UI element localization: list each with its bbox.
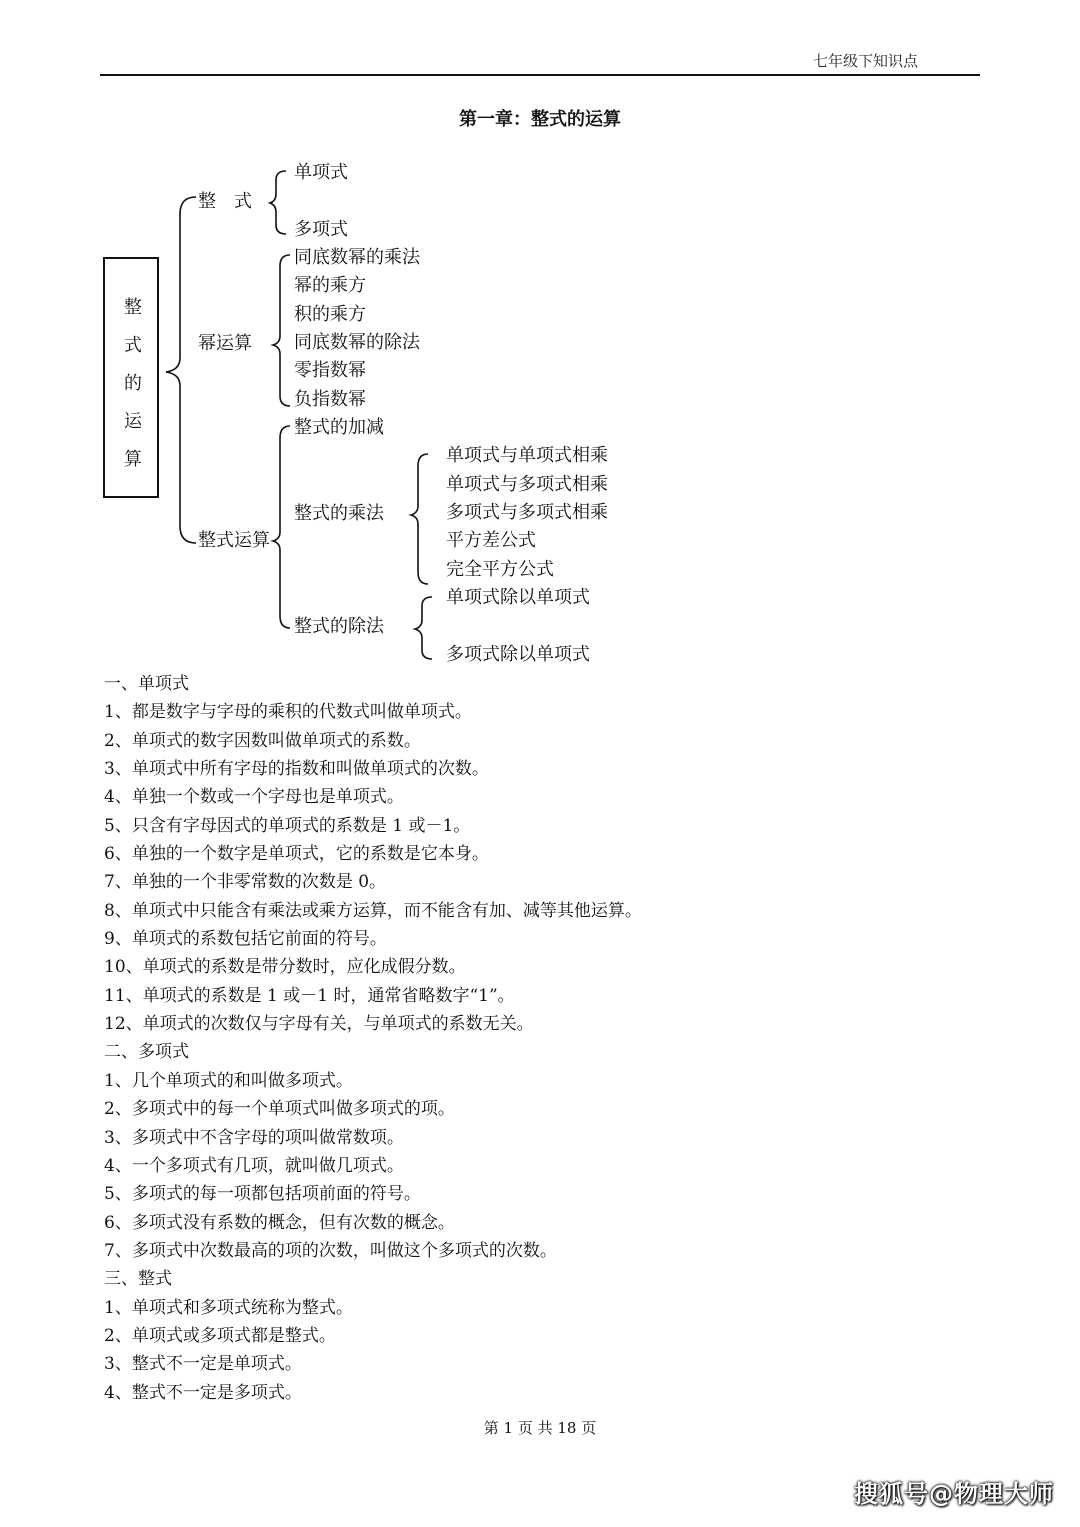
- diagram-item: 同底数幂的乘法: [294, 247, 420, 268]
- list-item: 8、单项式中只能含有乘法或乘方运算，而不能含有加、减等其他运算。: [104, 900, 642, 921]
- header-title: 七年级下知识点: [812, 52, 918, 70]
- knowledge-list: [104, 670, 1004, 1407]
- root-char: 式: [124, 335, 142, 356]
- list-item: 10、单项式的系数是带分数时，应化成假分数。: [104, 957, 466, 978]
- root-box: [103, 257, 159, 498]
- diagram-item: 积的乘方: [294, 304, 366, 325]
- concept-diagram: [0, 0, 1080, 680]
- chufa-label: 整式的除法: [294, 616, 384, 637]
- list-item: 3、多项式中不含字母的项叫做常数项。: [104, 1127, 404, 1148]
- diagram-item: 单项式与多项式相乘: [446, 474, 608, 495]
- list-item: 4、一个多项式有几项，就叫做几项式。: [104, 1155, 404, 1176]
- diagram-item: 单项式除以单项式: [446, 587, 590, 608]
- list-item: 4、单独一个数或一个字母也是单项式。: [104, 787, 404, 808]
- root-char: 运: [124, 411, 142, 432]
- list-item: 6、多项式没有系数的概念，但有次数的概念。: [104, 1212, 455, 1233]
- branch-yunsuan-label: 整式运算: [198, 530, 270, 551]
- diagram-item: 多项式: [294, 219, 348, 240]
- diagram-item: 多项式除以单项式: [446, 644, 590, 665]
- section-heading: 三、整式: [104, 1269, 172, 1290]
- list-item: 1、都是数字与字母的乘积的代数式叫做单项式。: [104, 702, 472, 723]
- list-item: 12、单项式的次数仅与字母有关，与单项式的系数无关。: [104, 1014, 534, 1035]
- diagram-item: 幂的乘方: [294, 275, 366, 296]
- diagram-item: 整式的加减: [294, 417, 384, 438]
- list-item: 1、几个单项式的和叫做多项式。: [104, 1070, 353, 1091]
- diagram-item: 单项式: [294, 162, 348, 183]
- list-item: 7、单独的一个非零常数的次数是 0。: [104, 872, 387, 893]
- page-number: 第 1 页 共 18 页: [483, 1419, 597, 1437]
- diagram-item: 单项式与单项式相乘: [446, 445, 608, 466]
- list-item: 7、多项式中次数最高的项的次数，叫做这个多项式的次数。: [104, 1240, 557, 1261]
- diagram-item: 零指数幂: [294, 360, 366, 381]
- list-item: 3、单项式中所有字母的指数和叫做单项式的次数。: [104, 759, 489, 780]
- chengfa-brace: [411, 454, 428, 584]
- diagram-item: 平方差公式: [446, 530, 536, 551]
- diagram-item: 负指数幂: [294, 389, 366, 410]
- zhengshi-brace: [270, 171, 286, 234]
- diagram-item: 完全平方公式: [446, 559, 554, 580]
- diagram-item: 同底数幂的除法: [294, 332, 420, 353]
- chengfa-label: 整式的乘法: [294, 503, 384, 524]
- list-item: 2、多项式中的每一个单项式叫做多项式的项。: [104, 1099, 455, 1120]
- root-brace: [166, 197, 196, 543]
- list-item: 6、单独的一个数字是单项式，它的系数是它本身。: [104, 844, 489, 865]
- branch-zhengshi-label: 整 式: [198, 191, 252, 212]
- chufa-brace: [415, 597, 432, 659]
- section-heading: 二、多项式: [104, 1042, 189, 1063]
- list-item: 5、多项式的每一项都包括项前面的符号。: [104, 1184, 421, 1205]
- list-item: 11、单项式的系数是 1 或－1 时，通常省略数字“1”。: [104, 985, 515, 1006]
- list-item: 2、单项式的数字因数叫做单项式的系数。: [104, 730, 421, 751]
- section-heading: 一、单项式: [104, 674, 189, 694]
- chapter-title: 第一章：整式的运算: [459, 109, 621, 130]
- list-item: 2、单项式或多项式都是整式。: [104, 1325, 336, 1346]
- list-item: 1、单项式和多项式统称为整式。: [104, 1297, 353, 1318]
- list-item: 5、只含有字母因式的单项式的系数是 1 或－1。: [104, 815, 471, 836]
- list-item: 4、整式不一定是多项式。: [104, 1382, 302, 1403]
- root-char: 算: [124, 449, 142, 470]
- diagram-item: 多项式与多项式相乘: [446, 502, 608, 523]
- root-char: 整: [124, 297, 142, 318]
- list-item: 3、整式不一定是单项式。: [104, 1354, 302, 1375]
- mi-brace: [273, 255, 290, 406]
- watermark: 搜狐号@物理大师: [854, 1480, 1054, 1508]
- list-item: 9、单项式的系数包括它前面的符号。: [104, 929, 387, 950]
- branch-mi-label: 幂运算: [198, 333, 252, 354]
- yunsuan-brace: [273, 426, 290, 628]
- root-char: 的: [124, 373, 142, 394]
